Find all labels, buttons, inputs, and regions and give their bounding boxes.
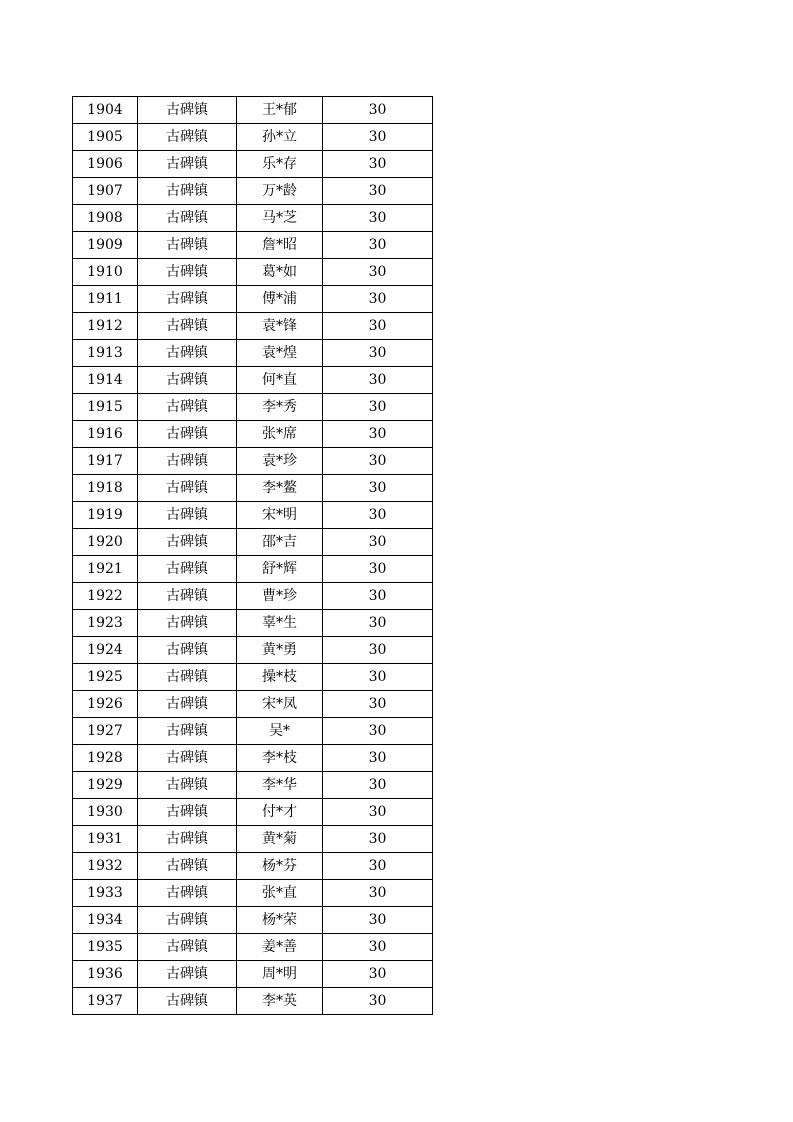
cell-amount: 30 xyxy=(323,205,433,232)
cell-amount: 30 xyxy=(323,664,433,691)
cell-amount: 30 xyxy=(323,853,433,880)
table-row xyxy=(73,745,433,772)
cell-person-name: 操*枝 xyxy=(237,664,323,691)
cell-person-name: 葛*如 xyxy=(237,259,323,286)
cell-person-name: 万*龄 xyxy=(237,178,323,205)
roster-table-body xyxy=(73,97,433,1015)
cell-serial-number: 1905 xyxy=(73,124,138,151)
cell-serial-number: 1904 xyxy=(73,97,138,124)
table-row xyxy=(73,475,433,502)
cell-amount: 30 xyxy=(323,907,433,934)
cell-town: 古碑镇 xyxy=(138,97,237,124)
cell-person-name: 宋*明 xyxy=(237,502,323,529)
cell-amount: 30 xyxy=(323,340,433,367)
cell-serial-number: 1912 xyxy=(73,313,138,340)
table-row xyxy=(73,826,433,853)
cell-person-name: 马*芝 xyxy=(237,205,323,232)
cell-serial-number: 1934 xyxy=(73,907,138,934)
cell-person-name: 付*才 xyxy=(237,799,323,826)
cell-serial-number: 1908 xyxy=(73,205,138,232)
cell-town: 古碑镇 xyxy=(138,529,237,556)
cell-town: 古碑镇 xyxy=(138,718,237,745)
cell-person-name: 袁*煌 xyxy=(237,340,323,367)
cell-serial-number: 1929 xyxy=(73,772,138,799)
cell-serial-number: 1916 xyxy=(73,421,138,448)
cell-town: 古碑镇 xyxy=(138,421,237,448)
cell-amount: 30 xyxy=(323,880,433,907)
cell-serial-number: 1926 xyxy=(73,691,138,718)
cell-serial-number: 1918 xyxy=(73,475,138,502)
cell-serial-number: 1909 xyxy=(73,232,138,259)
cell-town: 古碑镇 xyxy=(138,691,237,718)
roster-table xyxy=(72,96,433,1015)
cell-person-name: 吴* xyxy=(237,718,323,745)
cell-amount: 30 xyxy=(323,934,433,961)
cell-person-name: 詹*昭 xyxy=(237,232,323,259)
table-row xyxy=(73,394,433,421)
cell-serial-number: 1922 xyxy=(73,583,138,610)
cell-amount: 30 xyxy=(323,259,433,286)
table-row xyxy=(73,340,433,367)
cell-amount: 30 xyxy=(323,502,433,529)
table-row xyxy=(73,988,433,1015)
cell-town: 古碑镇 xyxy=(138,394,237,421)
cell-serial-number: 1931 xyxy=(73,826,138,853)
cell-person-name: 周*明 xyxy=(237,961,323,988)
cell-amount: 30 xyxy=(323,637,433,664)
cell-town: 古碑镇 xyxy=(138,178,237,205)
table-row xyxy=(73,772,433,799)
table-row xyxy=(73,502,433,529)
cell-town: 古碑镇 xyxy=(138,637,237,664)
cell-town: 古碑镇 xyxy=(138,826,237,853)
cell-serial-number: 1937 xyxy=(73,988,138,1015)
cell-town: 古碑镇 xyxy=(138,961,237,988)
cell-town: 古碑镇 xyxy=(138,583,237,610)
table-row xyxy=(73,961,433,988)
cell-serial-number: 1907 xyxy=(73,178,138,205)
cell-town: 古碑镇 xyxy=(138,124,237,151)
table-row xyxy=(73,529,433,556)
cell-person-name: 李*华 xyxy=(237,772,323,799)
cell-amount: 30 xyxy=(323,691,433,718)
table-row xyxy=(73,448,433,475)
cell-person-name: 孙*立 xyxy=(237,124,323,151)
cell-serial-number: 1921 xyxy=(73,556,138,583)
cell-amount: 30 xyxy=(323,475,433,502)
cell-amount: 30 xyxy=(323,97,433,124)
table-row xyxy=(73,880,433,907)
cell-amount: 30 xyxy=(323,286,433,313)
table-row xyxy=(73,286,433,313)
cell-town: 古碑镇 xyxy=(138,502,237,529)
cell-serial-number: 1910 xyxy=(73,259,138,286)
cell-serial-number: 1915 xyxy=(73,394,138,421)
cell-town: 古碑镇 xyxy=(138,853,237,880)
table-row xyxy=(73,367,433,394)
cell-town: 古碑镇 xyxy=(138,232,237,259)
cell-person-name: 张*直 xyxy=(237,880,323,907)
cell-town: 古碑镇 xyxy=(138,772,237,799)
cell-amount: 30 xyxy=(323,394,433,421)
cell-person-name: 乐*存 xyxy=(237,151,323,178)
cell-amount: 30 xyxy=(323,232,433,259)
cell-amount: 30 xyxy=(323,961,433,988)
cell-town: 古碑镇 xyxy=(138,907,237,934)
cell-serial-number: 1919 xyxy=(73,502,138,529)
cell-town: 古碑镇 xyxy=(138,934,237,961)
cell-amount: 30 xyxy=(323,529,433,556)
cell-person-name: 宋*凤 xyxy=(237,691,323,718)
table-row xyxy=(73,97,433,124)
table-row xyxy=(73,907,433,934)
cell-person-name: 黄*勇 xyxy=(237,637,323,664)
cell-serial-number: 1932 xyxy=(73,853,138,880)
cell-town: 古碑镇 xyxy=(138,664,237,691)
cell-serial-number: 1911 xyxy=(73,286,138,313)
table-row xyxy=(73,799,433,826)
cell-person-name: 傅*浦 xyxy=(237,286,323,313)
cell-town: 古碑镇 xyxy=(138,610,237,637)
cell-town: 古碑镇 xyxy=(138,367,237,394)
cell-amount: 30 xyxy=(323,610,433,637)
table-row xyxy=(73,259,433,286)
cell-amount: 30 xyxy=(323,718,433,745)
cell-amount: 30 xyxy=(323,421,433,448)
cell-amount: 30 xyxy=(323,745,433,772)
cell-amount: 30 xyxy=(323,799,433,826)
cell-amount: 30 xyxy=(323,988,433,1015)
cell-serial-number: 1913 xyxy=(73,340,138,367)
table-row xyxy=(73,421,433,448)
cell-person-name: 袁*锋 xyxy=(237,313,323,340)
cell-amount: 30 xyxy=(323,151,433,178)
cell-person-name: 杨*荣 xyxy=(237,907,323,934)
cell-person-name: 舒*辉 xyxy=(237,556,323,583)
cell-person-name: 李*鳌 xyxy=(237,475,323,502)
cell-person-name: 邵*吉 xyxy=(237,529,323,556)
cell-town: 古碑镇 xyxy=(138,259,237,286)
cell-amount: 30 xyxy=(323,556,433,583)
table-row xyxy=(73,124,433,151)
cell-person-name: 袁*珍 xyxy=(237,448,323,475)
table-row xyxy=(73,853,433,880)
cell-amount: 30 xyxy=(323,313,433,340)
table-row xyxy=(73,934,433,961)
table-row xyxy=(73,313,433,340)
cell-person-name: 曹*珍 xyxy=(237,583,323,610)
cell-serial-number: 1923 xyxy=(73,610,138,637)
cell-amount: 30 xyxy=(323,178,433,205)
table-row xyxy=(73,610,433,637)
cell-person-name: 张*席 xyxy=(237,421,323,448)
cell-town: 古碑镇 xyxy=(138,880,237,907)
table-row xyxy=(73,718,433,745)
cell-serial-number: 1936 xyxy=(73,961,138,988)
cell-serial-number: 1928 xyxy=(73,745,138,772)
cell-serial-number: 1914 xyxy=(73,367,138,394)
cell-person-name: 李*秀 xyxy=(237,394,323,421)
cell-town: 古碑镇 xyxy=(138,286,237,313)
cell-town: 古碑镇 xyxy=(138,475,237,502)
table-row xyxy=(73,583,433,610)
cell-person-name: 杨*芬 xyxy=(237,853,323,880)
table-row xyxy=(73,556,433,583)
table-row xyxy=(73,205,433,232)
cell-town: 古碑镇 xyxy=(138,448,237,475)
cell-serial-number: 1917 xyxy=(73,448,138,475)
cell-person-name: 黄*菊 xyxy=(237,826,323,853)
cell-amount: 30 xyxy=(323,124,433,151)
cell-amount: 30 xyxy=(323,772,433,799)
table-row xyxy=(73,232,433,259)
cell-town: 古碑镇 xyxy=(138,799,237,826)
table-row xyxy=(73,664,433,691)
cell-serial-number: 1906 xyxy=(73,151,138,178)
table-row xyxy=(73,151,433,178)
cell-town: 古碑镇 xyxy=(138,313,237,340)
cell-serial-number: 1925 xyxy=(73,664,138,691)
cell-amount: 30 xyxy=(323,448,433,475)
cell-town: 古碑镇 xyxy=(138,340,237,367)
cell-person-name: 王*郁 xyxy=(237,97,323,124)
table-row xyxy=(73,178,433,205)
cell-town: 古碑镇 xyxy=(138,988,237,1015)
cell-amount: 30 xyxy=(323,367,433,394)
cell-person-name: 李*英 xyxy=(237,988,323,1015)
cell-serial-number: 1924 xyxy=(73,637,138,664)
cell-town: 古碑镇 xyxy=(138,745,237,772)
cell-person-name: 何*直 xyxy=(237,367,323,394)
cell-town: 古碑镇 xyxy=(138,205,237,232)
cell-serial-number: 1920 xyxy=(73,529,138,556)
cell-serial-number: 1935 xyxy=(73,934,138,961)
cell-serial-number: 1933 xyxy=(73,880,138,907)
cell-person-name: 李*枝 xyxy=(237,745,323,772)
table-row xyxy=(73,691,433,718)
cell-town: 古碑镇 xyxy=(138,556,237,583)
cell-amount: 30 xyxy=(323,583,433,610)
cell-serial-number: 1927 xyxy=(73,718,138,745)
cell-serial-number: 1930 xyxy=(73,799,138,826)
table-row xyxy=(73,637,433,664)
cell-amount: 30 xyxy=(323,826,433,853)
cell-person-name: 辜*生 xyxy=(237,610,323,637)
cell-person-name: 姜*善 xyxy=(237,934,323,961)
cell-town: 古碑镇 xyxy=(138,151,237,178)
